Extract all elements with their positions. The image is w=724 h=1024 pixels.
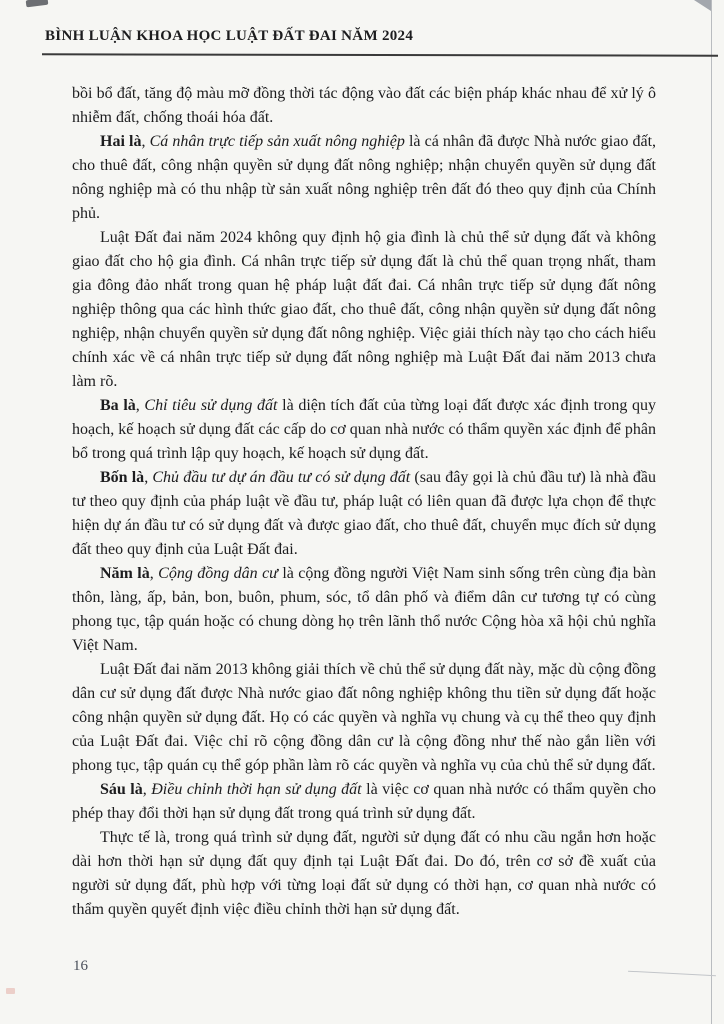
body-text: [72, 82, 656, 922]
text-run-italic: Cá nhân trực tiếp sản xuất nông nghiệp: [149, 133, 405, 150]
text-run-normal: (sau đây gọi là chủ đầu tư) là nhà đầu tư theo quy định của pháp luật về đầu tư, pháp luật có liên quan đã được lựa chọn để thực hiện dự án đầu tư có sử dụng đất và được giao đất, cho thuê đất, chuyển mục đích sử dụng đất theo quy định của Luật Đất đai.: [72, 469, 657, 558]
paragraph: [72, 130, 656, 226]
text-run-normal: ,: [135, 397, 145, 414]
text-run-bold: Sáu là: [100, 781, 143, 798]
text-run-bold: Bốn là: [100, 469, 145, 486]
text-run-bold: Năm là: [100, 565, 150, 582]
text-run-normal: là cá nhân đã được Nhà nước giao đất, cho thuê đất, công nhận quyền sử dụng đất nông nghiệp; nhận chuyển quyền sử dụng đất nông nghiệp mà có thu nhập từ sản xuất nông nghiệp trên đất đó theo quy định của Chính phủ.: [72, 133, 657, 222]
paragraph: [72, 658, 656, 778]
header-rule: [42, 53, 718, 56]
text-run-italic: Chỉ tiêu sử dụng đất: [144, 397, 278, 414]
text-run-bold: Hai là: [100, 133, 142, 150]
paragraph: [72, 778, 656, 826]
text-run-normal: là cộng đồng người Việt Nam sinh sống trên cùng địa bàn thôn, làng, ấp, bản, bon, buôn, phum, sóc, tổ dân phố và điểm dân cư tương tự có cùng phong tục, tập quán hoặc có chung dòng họ trên lãnh thổ nước Cộng hòa xã hội chủ nghĩa Việt Nam.: [72, 565, 657, 654]
scan-artifact-bottom-left: [6, 988, 15, 994]
paragraph: [72, 226, 656, 394]
text-run-normal: là diện tích đất của từng loại đất được xác định trong quy hoạch, kế hoạch sử dụng đất các cấp do cơ quan nhà nước có thẩm quyền xác định để phân bổ trong quá trình lập quy hoạch, kế hoạch sử dụng đất.: [72, 397, 656, 462]
running-header-title: BÌNH LUẬN KHOA HỌC LUẬT ĐẤT ĐAI NĂM 2024: [45, 28, 414, 44]
page-number: 16: [73, 958, 88, 974]
page-edge-line: [711, 0, 712, 1024]
text-run-normal: ,: [142, 781, 152, 798]
text-run-bold: Ba là: [100, 397, 136, 414]
text-run-normal: Thực tế là, trong quá trình sử dụng đất, người sử dụng đất có nhu cầu ngắn hơn hoặc dài hơn thời hạn sử dụng đất quy định tại Luật Đất đai. Do đó, trên cơ sở đề xuất của người sử dụng đất, phù hợp với từng loại đất sử dụng có thời hạn, cơ quan nhà nước có thẩm quyền quyết định việc điều chỉnh thời hạn sử dụng đất.: [72, 829, 656, 918]
paragraph: [72, 466, 656, 562]
text-run-normal: Luật Đất đai năm 2024 không quy định hộ gia đình là chủ thể sử dụng đất và không giao đất cho hộ gia đình. Cá nhân trực tiếp sử dụng đất là chủ thể quan trọng nhất, tham gia đông đảo nhất trong quan hệ pháp luật đất đai. Cá nhân trực tiếp sử dụng đất nông nghiệp thông qua các hình thức giao đất, cho thuê đất, công nhận quyền sử dụng đất nông nghiệp, nhận chuyển quyền sử dụng đất nông nghiệp. Việc giải thích này tạo cho cách hiểu chính xác về cá nhân trực tiếp sử dụng đất nông nghiệp mà Luật Đất đai năm 2013 chưa làm rõ.: [72, 229, 656, 390]
text-run-normal: ,: [149, 565, 159, 582]
scan-artifact-top-right: [694, 0, 711, 11]
paragraph: [72, 394, 656, 466]
text-run-normal: Luật Đất đai năm 2013 không giải thích về chủ thể sử dụng đất này, mặc dù cộng đồng dân cư sử dụng đất được Nhà nước giao đất nông nghiệp không thu tiền sử dụng đất hoặc công nhận quyền sử dụng đất. Họ có các quyền và nghĩa vụ chung và cụ thể theo quy định của Luật Đất đai. Việc chỉ rõ cộng đồng dân cư là cộng đồng như thế nào gắn liền với phong tục, tập quán cụ thể góp phần làm rõ các quyền và nghĩa vụ của chủ thể sử dụng đất.: [72, 661, 656, 774]
text-run-normal: ,: [144, 469, 153, 486]
paragraph: [72, 826, 656, 922]
text-run-normal: ,: [141, 133, 150, 150]
text-run-italic: Chủ đầu tư dự án đầu tư có sử dụng đất: [152, 469, 411, 486]
text-run-normal: bồi bổ đất, tăng độ màu mỡ đồng thời tác động vào đất các biện pháp khác nhau để xử lý ô nhiễm đất, chống thoái hóa đất.: [72, 85, 656, 126]
text-run-italic: Cộng đồng dân cư: [158, 565, 278, 582]
paragraph: [72, 562, 656, 658]
scan-artifact-top-left: [26, 0, 49, 7]
text-run-italic: Điều chỉnh thời hạn sử dụng đất: [151, 781, 362, 798]
page-bottom-shadow: [628, 971, 716, 977]
text-run-normal: là việc cơ quan nhà nước có thẩm quyền cho phép thay đổi thời hạn sử dụng đất trong quá trình sử dụng đất.: [72, 781, 657, 822]
paragraph: [72, 82, 656, 130]
